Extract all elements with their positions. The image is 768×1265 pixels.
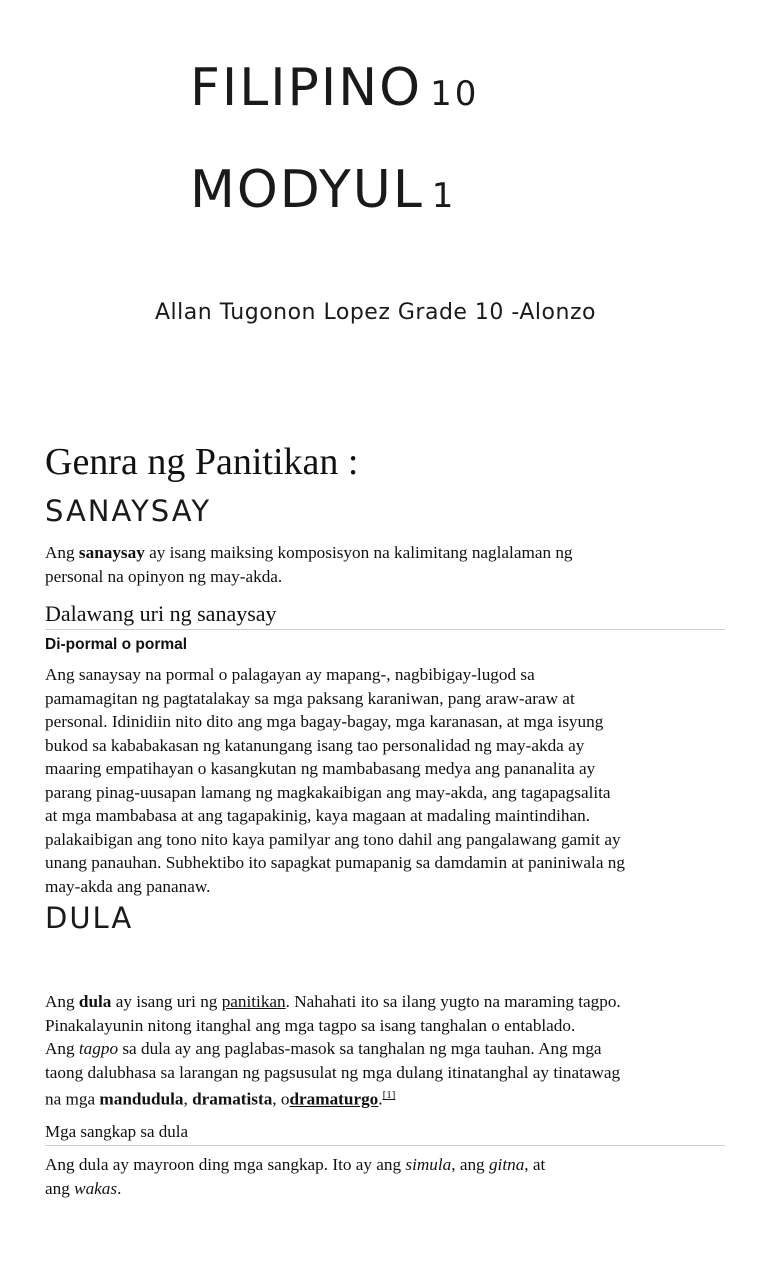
text-line: personal. Idinidiin nito dito ang mga bagay-bagay, mga karanasan, at mga isyung [45,712,604,731]
text-line: may-akda ang pananaw. [45,876,211,896]
reference-link[interactable]: [1] [382,1089,396,1101]
italic-term: gitna [488,1155,525,1174]
text-run: ay isang maiksing komposisyon na kalimitang naglalaman ng [144,543,573,562]
italic-term: tagpo [78,1039,119,1058]
author-line: Allan Tugonon Lopez Grade 10 -Alonzo [155,300,596,325]
text-line [45,1037,735,1061]
text-run: Ang [45,543,79,562]
text-line: bukod sa kababakasan ng katanungang isang tao personalidad ng may-akda ay [45,735,585,755]
italic-term: simula [405,1155,452,1174]
title-number: 1 [431,176,457,216]
text-run: , o [272,1089,290,1109]
text-run: , ang [451,1155,489,1174]
bold-term: sanaysay [78,543,145,562]
text-run: ang [45,1178,75,1198]
text-line: Pinakalayunin nitong itanghal ang mga tagpo sa isang tanghalan o entablado. [45,1015,576,1035]
text-line: at mga mambabasa at ang tagapakinig, kaya magaan at madaling maintindihan. [45,806,591,825]
text-run: na mga [45,1089,100,1109]
text-line [45,990,735,1014]
text-run: sa dula ay ang paglabas-masok sa tanghalan ng mga tauhan. Ang mga [118,1039,602,1058]
text-line [45,1153,735,1177]
text-line: personal na opinyon ng may-akda. [45,566,283,586]
text-run: Ang dula ay mayroon ding mga sangkap. Ito ay ang [45,1155,406,1174]
dula-heading: DULA [45,901,134,935]
genre-heading: Genra ng Panitikan : [45,441,359,483]
panitikan-link[interactable]: panitikan [221,992,286,1011]
text-run: , at [524,1155,546,1174]
text-line: palakaibigan ang tono nito kaya pamilyar ang tono dahil ang pangalawang gamit ay [45,829,621,849]
text-run: . [378,1089,383,1109]
bold-term: dula [78,992,112,1011]
text-line: Ang sanaysay na pormal o palagayan ay mapang-, nagbibigay-lugod sa [45,665,535,684]
text-line [45,1177,735,1201]
dramaturgo-link[interactable]: dramaturgo [289,1089,379,1109]
types-heading: Dalawang uri ng sanaysay [45,600,725,630]
bold-term: dramatista [192,1089,273,1109]
text-run: ay isang uri ng [111,992,222,1011]
pormal-paragraph [45,663,735,898]
italic-term: wakas [74,1178,118,1198]
title-number: 10 [430,74,480,114]
bold-term: mandudula [99,1089,184,1109]
text-line: parang pinag-uusapan lamang ng magkakaibigan ang may-akda, ang tagapagsalita [45,782,611,802]
text-line: pamamagitan ng pagtatalakay sa mga paksang karaniwan, pang araw-araw at [45,688,575,708]
text-run: . [117,1178,122,1198]
text-run: Ang [45,992,79,1011]
sanaysay-heading: SANAYSAY [45,494,212,528]
text-run: , [183,1089,193,1109]
title-word: MODYUL [190,160,424,220]
subtype-heading: Di-pormal o pormal [45,636,188,653]
text-line [45,541,735,565]
text-line: taong dalubhasa sa larangan ng pagsusulat ng mga dulang itinatanghal ay tinatawag [45,1062,621,1082]
title-line-2 [190,160,456,226]
sangkap-heading: Mga sangkap sa dula [45,1121,725,1146]
text-line: maaring empatihayan o kasangkutan ng mambabasang medya ang pananalita ay [45,759,596,778]
text-run: Ang [45,1039,79,1058]
title-word: FILIPINO [190,58,423,118]
sanaysay-intro [45,541,735,588]
text-line [45,1084,735,1111]
title-line-1 [190,58,479,124]
text-run: . Nahahati ito sa ilang yugto na maraming tagpo. [285,992,621,1011]
sangkap-paragraph [45,1153,735,1200]
dula-paragraph [45,990,735,1111]
text-line: unang panauhan. Subhektibo ito sapagkat pumapanig sa damdamin at paniniwala ng [45,853,625,872]
